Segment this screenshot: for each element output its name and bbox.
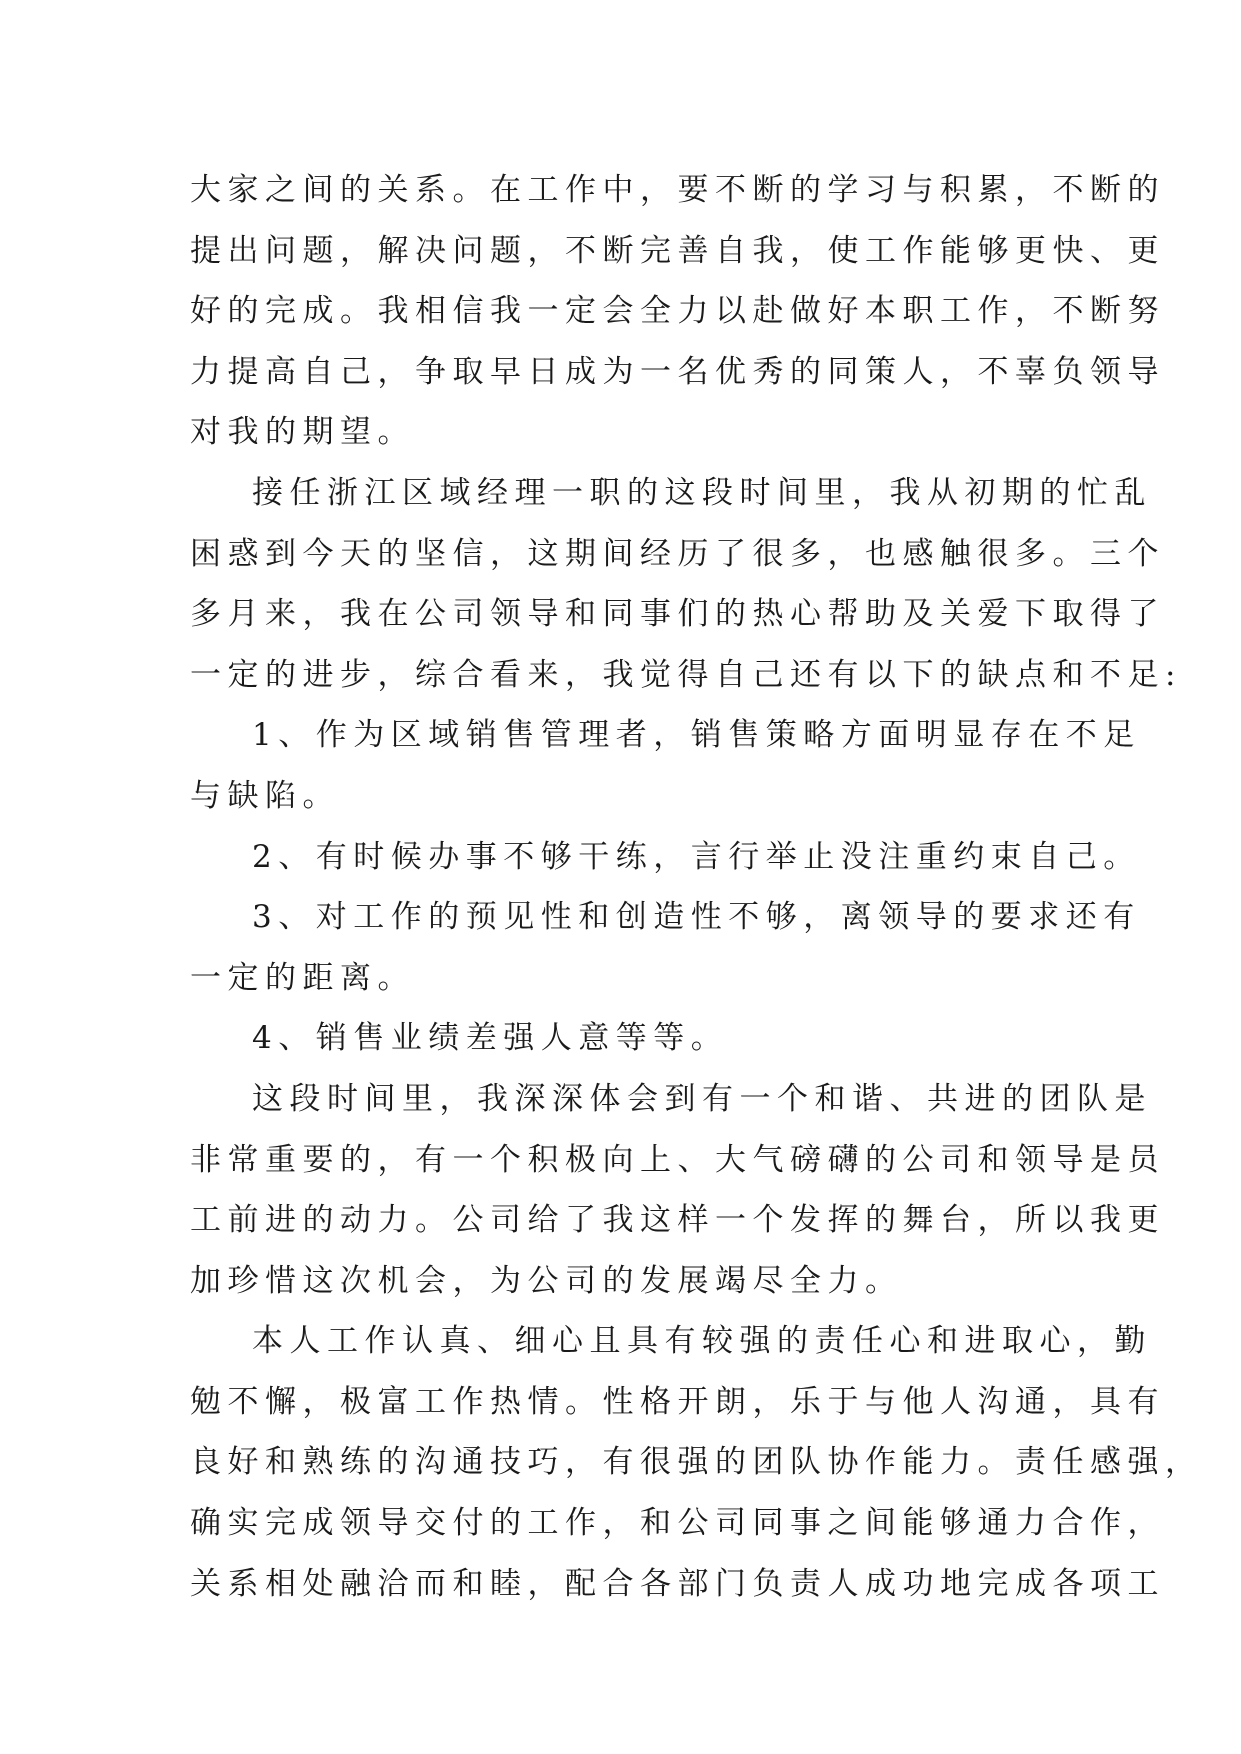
text-line: 好的完成。我相信我一定会全力以赴做好本职工作，不断努 [190, 293, 1165, 330]
text-line: 工前进的动力。公司给了我这样一个发挥的舞台，所以我更 [190, 1202, 1165, 1239]
text-line: 这段时间里，我深深体会到有一个和谐、共进的团队是 [252, 1080, 1152, 1117]
text-line: 困惑到今天的坚信，这期间经历了很多，也感触很多。三个 [190, 535, 1165, 572]
text-line: 良好和熟练的沟通技巧，有很强的团队协作能力。责任感强， [190, 1444, 1203, 1481]
text-line: 本人工作认真、细心且具有较强的责任心和进取心，勤 [252, 1323, 1152, 1360]
text-line: 确实完成领导交付的工作，和公司同事之间能够通力合作， [190, 1505, 1165, 1542]
text-line: 一定的距离。 [190, 959, 415, 996]
text-line: 3、对工作的预见性和创造性不够，离领导的要求还有 [252, 899, 1141, 936]
text-line: 勉不懈，极富工作热情。性格开朗，乐于与他人沟通，具有 [190, 1383, 1165, 1420]
text-line: 1、作为区域销售管理者，销售策略方面明显存在不足 [252, 717, 1141, 754]
text-line: 非常重要的，有一个积极向上、大气磅礴的公司和领导是员 [190, 1141, 1165, 1178]
text-line: 大家之间的关系。在工作中，要不断的学习与积累，不断的 [190, 172, 1165, 208]
text-line: 与缺陷。 [190, 777, 340, 814]
text-line: 接任浙江区域经理一职的这段时间里，我从初期的忙乱 [252, 474, 1152, 511]
document-page [190, 160, 1203, 1614]
text-line: 力提高自己，争取早日成为一名优秀的同策人，不辜负领导 [190, 353, 1165, 390]
text-line: 4、销售业绩差强人意等等。 [252, 1020, 729, 1057]
text-line: 2、有时候办事不够干练，言行举止没注重约束自己。 [252, 838, 1141, 875]
text-line: 多月来，我在公司领导和同事们的热心帮助及关爱下取得了 [190, 596, 1165, 633]
text-line: 提出问题，解决问题，不断完善自我，使工作能够更快、更 [190, 232, 1165, 269]
text-line: 对我的期望。 [190, 414, 415, 451]
text-line: 一定的进步，综合看来，我觉得自己还有以下的缺点和不足: [190, 656, 1182, 693]
text-line: 关系相处融洽而和睦，配合各部门负责人成功地完成各项工 [190, 1565, 1165, 1602]
text-line: 加珍惜这次机会，为公司的发展竭尽全力。 [190, 1262, 903, 1299]
